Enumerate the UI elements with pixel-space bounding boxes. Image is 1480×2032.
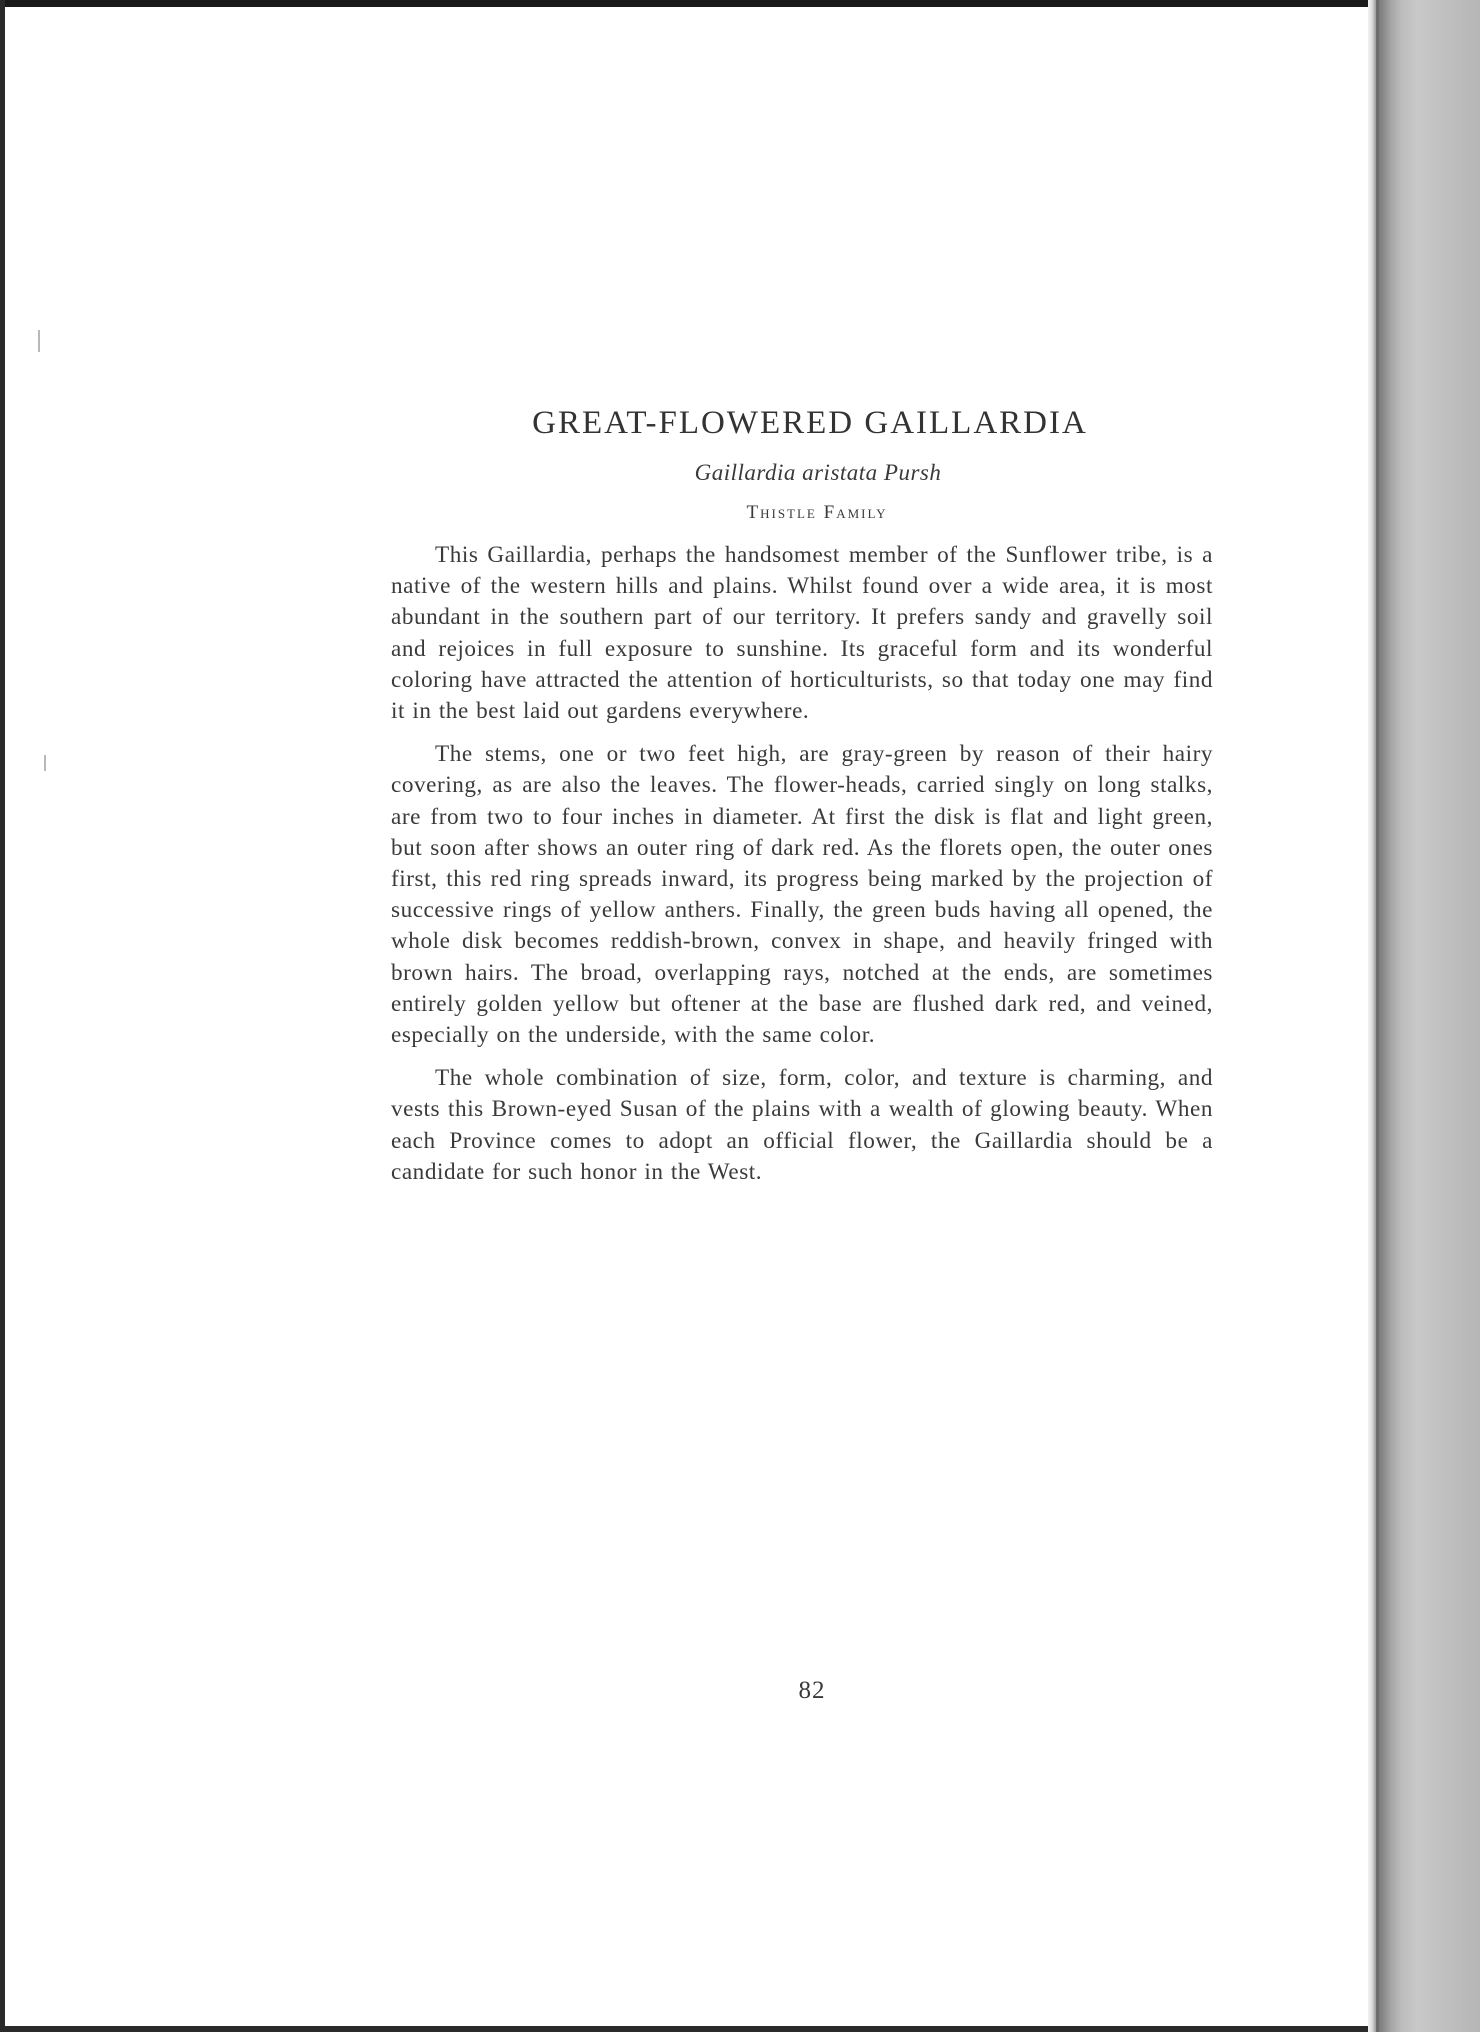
family-name: Thistle Family — [746, 502, 888, 523]
margin-speck — [44, 755, 46, 771]
scan-left-border — [0, 0, 5, 2032]
page-title: GREAT-FLOWERED GAILLARDIA — [532, 405, 1088, 441]
page-number: 82 — [798, 1677, 826, 1704]
paragraph: The stems, one or two feet high, are gray-green by reason of their hairy covering, as are also the leaves. The flower-heads, carried singly on long stalks, are from two to four inches in diameter. At first the disk is flat and light green, but soon after shows an outer ring of dark red. As the florets open, the outer ones first, this red ring spreads inward, its progress being marked by the projection of successive rings of yellow anthers. Finally, the green buds having all opened, the whole disk becomes reddish-brown, convex in shape, and heavily fringed with brown hairs. The broad, overlapping rays, notched at the ends, are sometimes entirely golden yellow but oftener at the base are flushed dark red, and veined, especially on the underside, with the same color. — [391, 741, 1213, 1049]
scan-top-border — [0, 0, 1480, 7]
margin-speck — [38, 330, 40, 352]
paragraph: This Gaillardia, perhaps the handsomest member of the Sunflower tribe, is a native of the western hills and plains. Whilst found over a wide area, it is most abundant in the southern part of our territory. It prefers sandy and gravelly soil and rejoices in full exposure to sunshine. Its graceful form and its wonderful coloring have attracted the attention of horticulturists, so that today one may find it in the best laid out gardens everywhere. — [391, 542, 1213, 725]
binding-shadow-line — [1376, 0, 1379, 2032]
body-text — [391, 540, 1213, 1188]
scan-bottom-border — [0, 2026, 1480, 2032]
book-binding-edge — [1368, 0, 1480, 2032]
scientific-name: Gaillardia aristata Pursh — [694, 460, 942, 485]
page-text-block — [391, 405, 1214, 1200]
paragraph: The whole combination of size, form, color, and texture is charming, and vests this Brown-eyed Susan of the plains with a wealth of glowing beauty. When each Province comes to adopt an official flower, the Gaillardia should be a candidate for such honor in the West. — [391, 1065, 1213, 1185]
